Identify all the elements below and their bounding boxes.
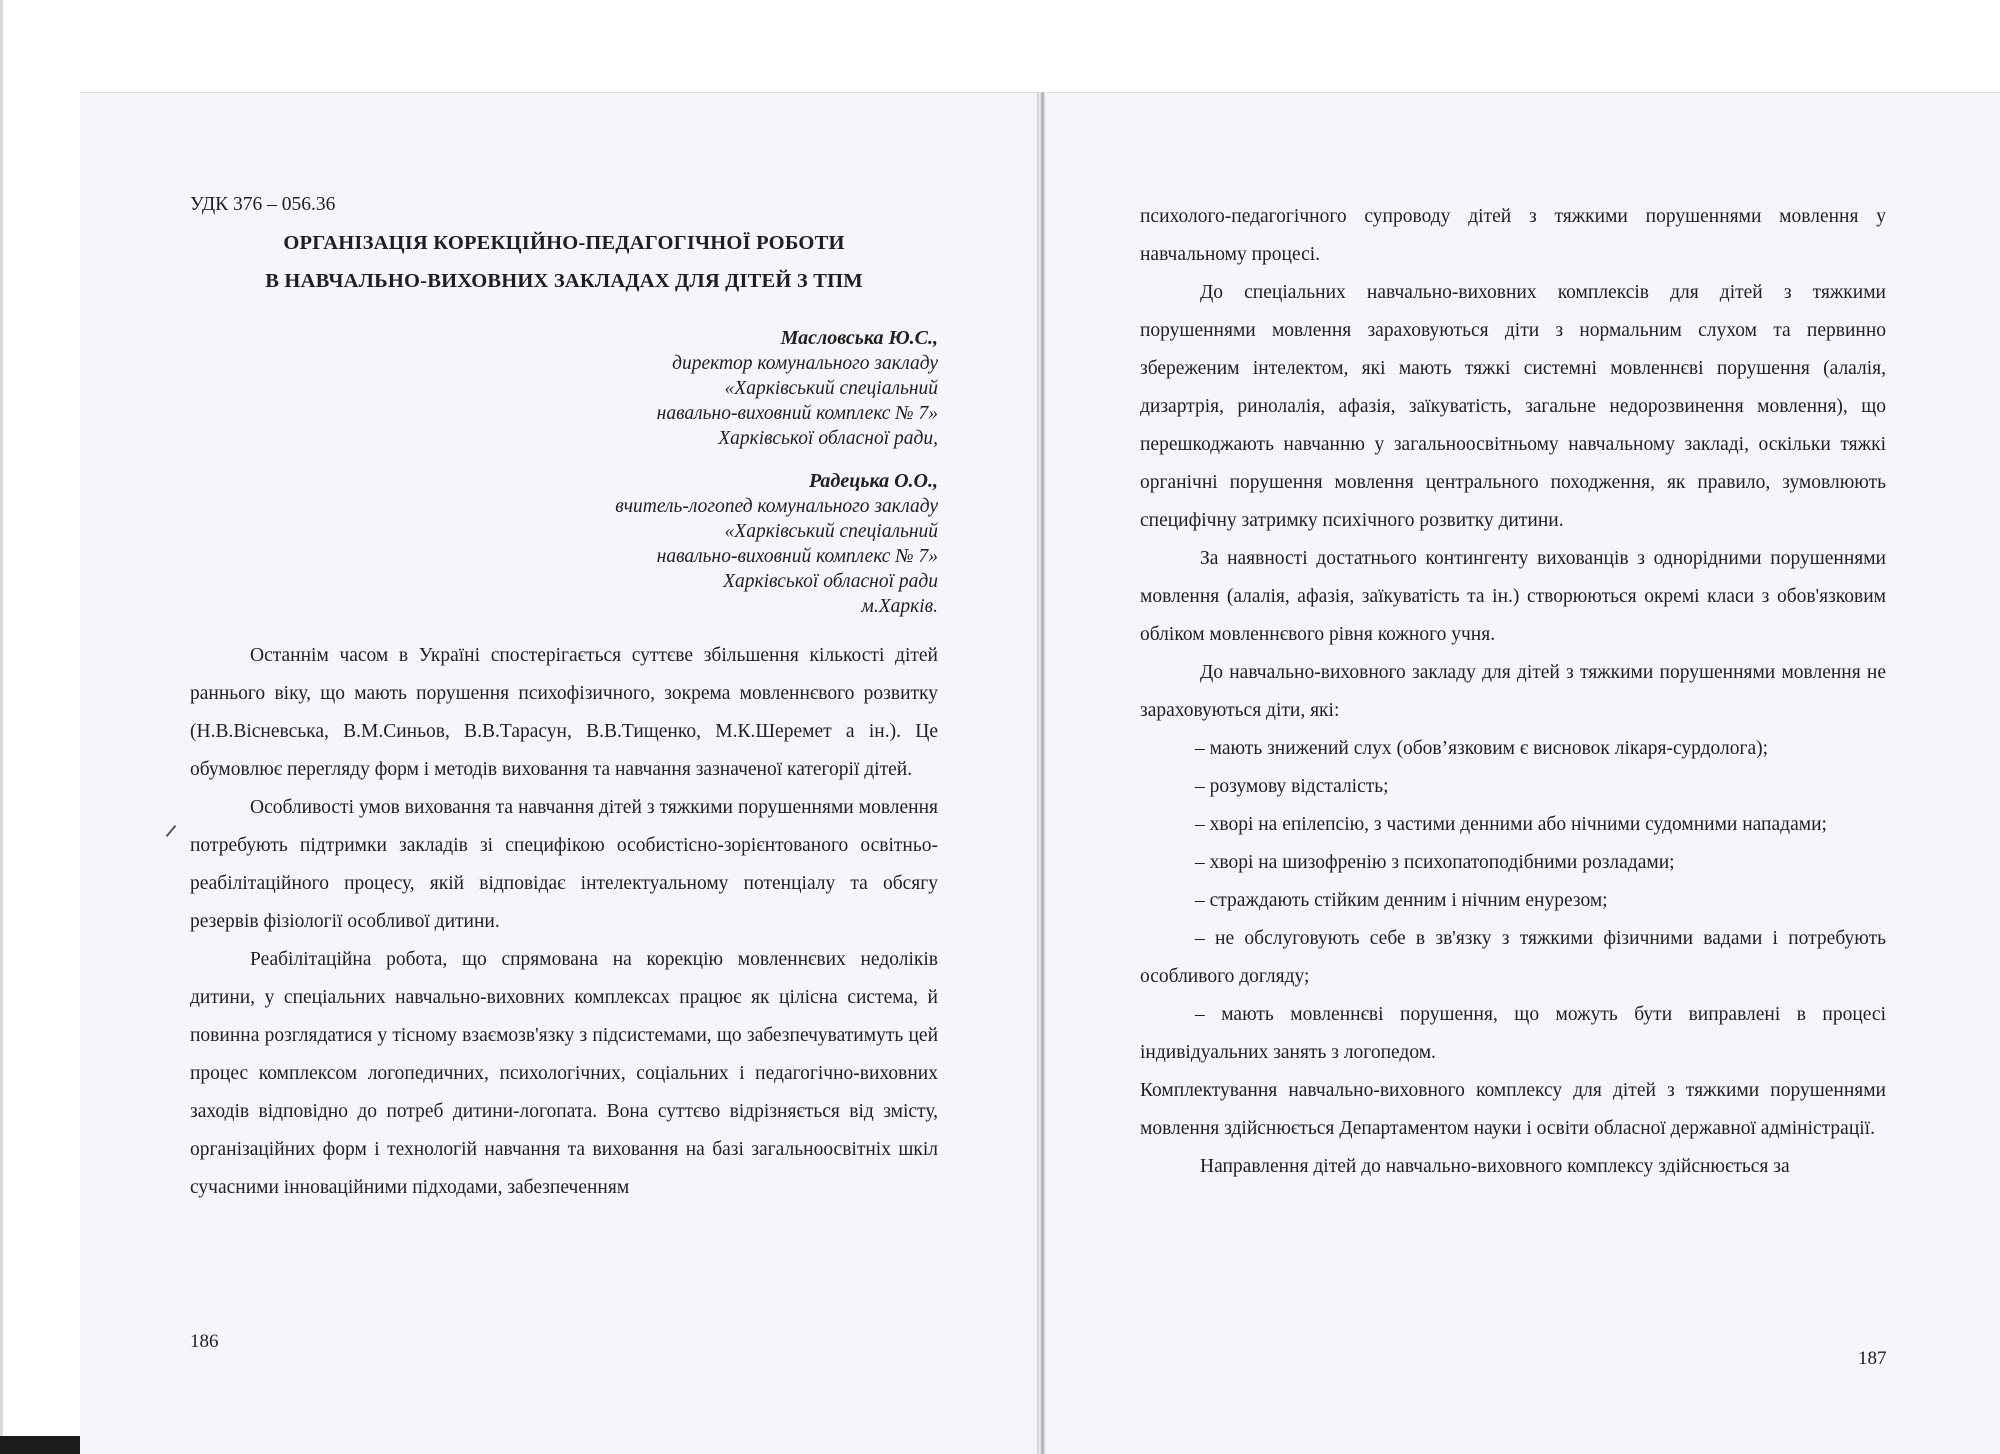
book-gutter bbox=[1037, 92, 1047, 1454]
continuation-paragraph: психолого-педагогічного супроводу дітей з тяжкими порушеннями мовлення у навчальному процесі. bbox=[1140, 206, 1886, 265]
author-2-affiliation-line: навально-виховний комплекс № 7» bbox=[656, 546, 938, 567]
author-1-affiliation-line: Харківської обласної ради, bbox=[718, 428, 938, 449]
body-paragraph: До спеціальних навчально-виховних комплексів для дітей з тяжкими порушеннями мовлення зараховуються діти з нормальним слухом та первинно збереженим інтелектом, які мають тяжкі системні мовленнєві порушення (алалія, дизартрія, ринолалія, афазія, заїкуватість, загальне недорозвинення мовлення), що перешкоджають навчанню у загальноосвітньому навчальному закладі, оскільки тяжкі органічні порушення мовлення центрального походження, як правило, зумовлюють специфічну затримку психічного розвитку дитини. bbox=[1140, 282, 1886, 531]
scan-left-edge bbox=[0, 0, 3, 1454]
body-paragraph: Останнім часом в Україні спостерігається суттєве збільшення кількості дітей раннього віку, що мають порушення психофізичного, зокрема мовленнєвого розвитку (Н.В.Вісневська, В.М.Синьов, В.В.Тарасун, В.В.Тищенко, М.К.Шеремет а ін.). Це обумовлює перегляду форм і методів виховання та навчання зазначеної категорії дітей. bbox=[190, 645, 938, 780]
author-1-affiliation-line: «Харківський спеціальний bbox=[724, 378, 938, 399]
author-2-affiliation-line: м.Харків. bbox=[861, 596, 938, 617]
body-paragraph-no-indent: Комплектування навчально-виховного комплексу для дітей з тяжкими порушеннями мовлення здійснюється Департаментом науки і освіти обласної державної адміністрації. bbox=[1140, 1080, 1886, 1139]
body-paragraph: Направлення дітей до навчально-виховного комплексу здійснюється за bbox=[1200, 1156, 1790, 1177]
author-2-affiliation-line: вчитель-логопед комунального закладу bbox=[615, 496, 938, 517]
scan-bottom-strip bbox=[0, 1436, 80, 1454]
list-item: – розумову відсталість; bbox=[1195, 776, 1389, 797]
author-2-name: Радецька О.О., bbox=[808, 470, 938, 492]
right-page-column bbox=[1140, 198, 1886, 1186]
left-body-text bbox=[190, 637, 938, 1207]
udk-code: УДК 376 – 056.36 bbox=[190, 194, 336, 215]
list-item: – страждають стійким денним і нічним енурезом; bbox=[1195, 890, 1608, 911]
list-item: – хворі на епілепсію, з частими денними або нічними судомними нападами; bbox=[1195, 814, 1827, 835]
title-line-1: ОРГАНІЗАЦІЯ КОРЕКЦІЙНО-ПЕДАГОГІЧНОЇ РОБОТИ bbox=[283, 232, 845, 254]
author-1-name: Масловська Ю.С., bbox=[780, 327, 938, 349]
body-paragraph: Реабілітаційна робота, що спрямована на корекцію мовленнєвих недоліків дитини, у спеціальних навчально-виховних комплексах працює як цілісна система, й повинна розглядатися у тісному взаємозв'язку з підсистемами, що забезпечуватимуть цей процес комплексом логопедичних, психологічних, соціальних і педагогічно-виховних заходів відповідно до потреб дитини-логопата. Вона суттєво відрізняється від змісту, організаційних форм і технологій навчання та виховання на базі загальноосвітніх шкіл сучасними інноваційними підходами, забезпеченням bbox=[190, 949, 938, 1198]
author-2-affiliation-line: «Харківський спеціальний bbox=[724, 521, 938, 542]
page-number-right: 187 bbox=[1858, 1348, 1887, 1369]
list-item: – хворі на шизофренію з психопатоподібними розладами; bbox=[1195, 852, 1675, 873]
author-1-affiliation-line: директор комунального закладу bbox=[672, 353, 938, 374]
body-paragraph: До навчально-виховного закладу для дітей з тяжкими порушеннями мовлення не зараховуються діти, які: bbox=[1140, 662, 1886, 721]
article-title bbox=[190, 224, 938, 300]
list-item: – не обслуговують себе в зв'язку з тяжкими фізичними вадами і потребують особливого догляду; bbox=[1140, 928, 1886, 987]
list-item: – мають знижений слух (обов’язковим є висновок лікаря-сурдолога); bbox=[1195, 738, 1769, 759]
list-item: – мають мовленнєві порушення, що можуть бути виправлені в процесі індивідуальних занять з логопедом. bbox=[1140, 1004, 1886, 1063]
page-number-left: 186 bbox=[190, 1331, 219, 1352]
authors-block bbox=[190, 326, 938, 619]
title-line-2: В НАВЧАЛЬНО-ВИХОВНИХ ЗАКЛАДАХ ДЛЯ ДІТЕЙ З ТПМ bbox=[265, 270, 863, 292]
body-paragraph: Особливості умов виховання та навчання дітей з тяжкими порушеннями мовлення потребують підтримки закладів зі специфікою особистісно-зорієнтованого освітньо-реабілітаційного процесу, якій відповідає інтелектуальному потенціалу та обсягу резервів фізіології особливої дитини. bbox=[190, 797, 938, 932]
body-paragraph: За наявності достатнього контингенту вихованців з однорідними порушеннями мовлення (алалія, афазія, заїкуватість та ін.) створюються окремі класи з обов'язковим обліком мовленнєвого рівня кожного учня. bbox=[1140, 548, 1886, 645]
author-2-affiliation-line: Харківської обласної ради bbox=[723, 571, 938, 592]
author-1-affiliation-line: навально-виховний комплекс № 7» bbox=[656, 403, 938, 424]
left-page-column bbox=[190, 190, 938, 1207]
